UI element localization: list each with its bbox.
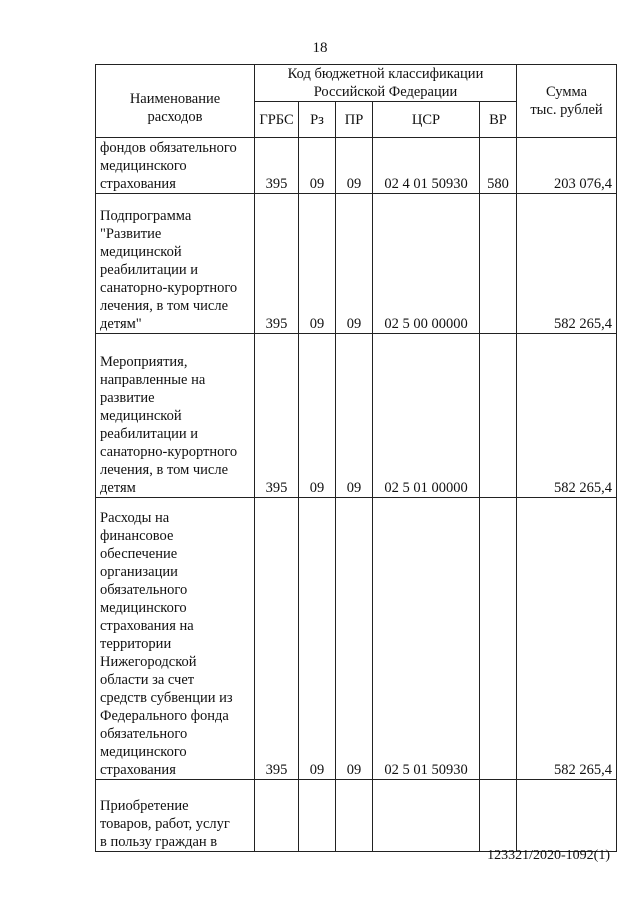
row-rz: 09: [299, 138, 336, 194]
row-sum: [517, 780, 617, 852]
table-row: [96, 498, 617, 780]
row-csr: 02 5 00 00000: [373, 194, 480, 334]
header-code-group: Код бюджетной классификации Российской Федерации: [255, 65, 517, 102]
document-id: 123321/2020-1092(1): [487, 848, 610, 863]
row-pr: 09: [336, 334, 373, 498]
row-grbs: 395: [255, 138, 299, 194]
budget-table: [95, 64, 617, 852]
row-vr: [480, 780, 517, 852]
row-vr: [480, 334, 517, 498]
row-name: Расходы на финансовое обеспечение организации обязательного медицинского страхования на территории Нижегородской области за счет средств субвенции из Федерального фонда обязательного медицинского страхования: [96, 498, 255, 780]
header-vr: ВР: [480, 102, 517, 138]
row-sum: 582 265,4: [517, 498, 617, 780]
row-csr: 02 5 01 00000: [373, 334, 480, 498]
header-rz: Рз: [299, 102, 336, 138]
row-pr: 09: [336, 138, 373, 194]
row-rz: 09: [299, 498, 336, 780]
row-csr: 02 4 01 50930: [373, 138, 480, 194]
row-name: Подпрограмма "Развитие медицинской реабилитации и санаторно-курортного лечения, в том числе детям": [96, 194, 255, 334]
row-rz: 09: [299, 334, 336, 498]
row-sum: 582 265,4: [517, 194, 617, 334]
header-sum: Сумма тыс. рублей: [517, 65, 617, 138]
row-csr: 02 5 01 50930: [373, 498, 480, 780]
header-grbs: ГРБС: [255, 102, 299, 138]
page-number: 18: [312, 40, 328, 56]
row-pr: 09: [336, 498, 373, 780]
row-grbs: 395: [255, 334, 299, 498]
row-sum: 203 076,4: [517, 138, 617, 194]
row-vr: [480, 194, 517, 334]
row-csr: [373, 780, 480, 852]
row-grbs: [255, 780, 299, 852]
row-pr: 09: [336, 194, 373, 334]
row-sum: 582 265,4: [517, 334, 617, 498]
header-pr: ПР: [336, 102, 373, 138]
row-name: Приобретение товаров, работ, услуг в пользу граждан в: [96, 780, 255, 852]
row-vr: 580: [480, 138, 517, 194]
table-row: [96, 334, 617, 498]
row-name: фондов обязательного медицинского страхования: [96, 138, 255, 194]
row-vr: [480, 498, 517, 780]
row-name: Мероприятия, направленные на развитие медицинской реабилитации и санаторно-курортного лечения, в том числе детям: [96, 334, 255, 498]
row-rz: [299, 780, 336, 852]
row-rz: 09: [299, 194, 336, 334]
row-grbs: 395: [255, 498, 299, 780]
table-row: [96, 194, 617, 334]
table-row: [96, 780, 617, 852]
header-name: Наименование расходов: [96, 65, 255, 138]
header-csr: ЦСР: [373, 102, 480, 138]
table-row: [96, 138, 617, 194]
header-row-top: [96, 65, 617, 102]
row-grbs: 395: [255, 194, 299, 334]
row-pr: [336, 780, 373, 852]
